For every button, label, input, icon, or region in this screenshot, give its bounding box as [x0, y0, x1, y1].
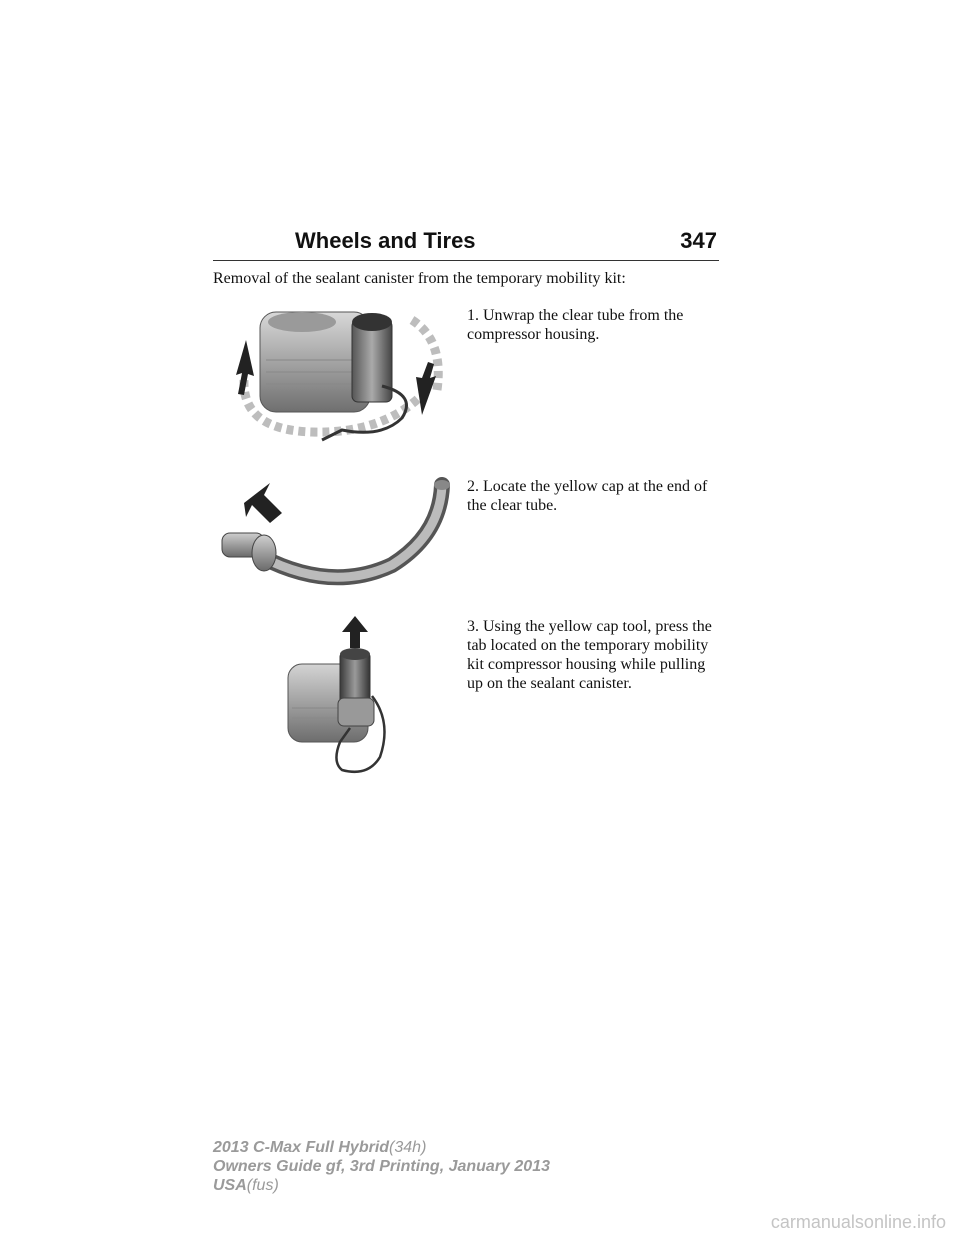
canister-removal-figure: [280, 612, 400, 777]
footer-market: USA: [213, 1177, 247, 1194]
yellow-cap-figure: [212, 475, 462, 595]
compressor-icon: [288, 648, 374, 742]
tube-icon: [262, 480, 450, 577]
arrow-up-icon: [342, 616, 368, 653]
yellow-cap-icon: [222, 533, 276, 571]
footer-printing: Owners Guide gf, 3rd Printing, January 2013: [213, 1158, 550, 1175]
page-footer: [213, 1138, 550, 1195]
footer-market-code: (fus): [246, 1177, 279, 1194]
arrow-icon: [244, 483, 282, 523]
step-1-text: 1. Unwrap the clear tube from the compressor housing.: [467, 307, 684, 343]
compressor-unwrap-figure: [222, 300, 452, 450]
watermark: carmanualsonline.info: [770, 1212, 946, 1232]
page-header: [213, 226, 719, 261]
page-number: 347: [680, 228, 717, 253]
step-3-text: 3. Using the yellow cap tool, press the tab located on the temporary mobility kit compressor housing while pulling up on the sealant canister.: [467, 618, 712, 692]
footer-model: 2013 C-Max Full Hybrid: [213, 1139, 390, 1156]
rotation-arrow-up-icon: [236, 340, 254, 395]
compressor-icon: [260, 312, 392, 412]
intro-text: Removal of the sealant canister from the temporary mobility kit:: [213, 270, 626, 287]
section-title: Wheels and Tires: [295, 228, 476, 253]
step-2-text: 2. Locate the yellow cap at the end of the clear tube.: [467, 478, 708, 514]
footer-model-code: (34h): [389, 1139, 427, 1156]
